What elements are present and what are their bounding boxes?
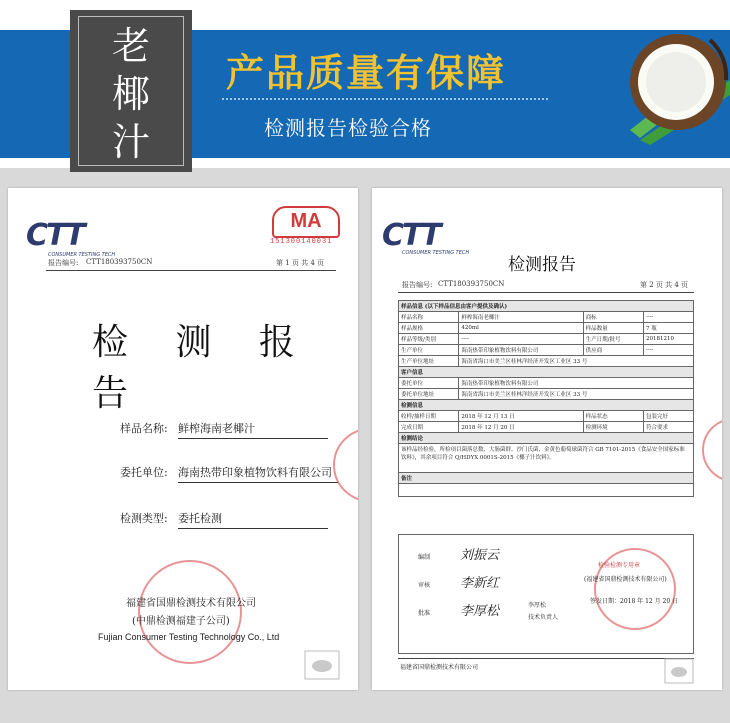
table-cell: 鲜榨海南老椰汁 bbox=[459, 312, 583, 323]
side-seal bbox=[333, 428, 358, 502]
remark-cell bbox=[399, 484, 694, 497]
table-cell: 供应商 bbox=[583, 345, 643, 356]
org-name-cn-sub: (中鼎检测福建子公司) bbox=[132, 616, 230, 627]
table-cell: 样品等级/类别 bbox=[399, 334, 459, 345]
table-row bbox=[399, 345, 694, 356]
report-no-label: 报告编号: bbox=[48, 259, 79, 267]
table-cell: 2018 年 12 月 13 日 bbox=[459, 411, 583, 422]
tag-char: 老 bbox=[111, 24, 150, 68]
table-cell: 420ml bbox=[459, 323, 583, 334]
table-row bbox=[399, 422, 694, 433]
table-row bbox=[399, 433, 694, 444]
signature-compiled: 刘振云 bbox=[460, 548, 500, 563]
table-cell: 7 瓶 bbox=[643, 323, 693, 334]
report-no: CTT180393750CN bbox=[438, 280, 505, 288]
client-label: 委托单位: bbox=[120, 466, 168, 479]
issue-date: 签发日期：2018 年 12 月 20 日 bbox=[590, 598, 679, 605]
section-header: 检测信息 bbox=[399, 400, 694, 411]
report-no-label: 报告编号: bbox=[402, 281, 433, 289]
table-row bbox=[399, 334, 694, 345]
conclusion-text: 该样品经检验，所检项目菌落总数、大肠菌群、沙门氏菌、金黄色葡萄球菌符合 GB 7101-2015《食品安全国家标准 饮料》，其余项目符合 Q/HDYX 0001S-2015《椰子汁饮料》。 bbox=[399, 444, 694, 473]
table-cell: 生产单位 bbox=[399, 345, 459, 356]
approver-name: 李厚松 bbox=[528, 602, 547, 609]
section-header: 检测结论 bbox=[399, 433, 694, 444]
table-row bbox=[399, 484, 694, 497]
sign-label-compiled: 编制 bbox=[418, 554, 431, 561]
sample-label: 样品名称: bbox=[120, 422, 168, 435]
cma-number: 151300140031 bbox=[270, 238, 333, 246]
tag-char: 椰 bbox=[111, 72, 150, 116]
table-cell: 完成日期 bbox=[399, 422, 459, 433]
table-row bbox=[399, 323, 694, 334]
header-rule bbox=[46, 270, 336, 271]
report-table bbox=[398, 300, 694, 497]
ctt-logo: CTT bbox=[382, 218, 440, 253]
tag-char: 汁 bbox=[111, 120, 150, 164]
table-cell: 收样/抽样日期 bbox=[399, 411, 459, 422]
table-row bbox=[399, 367, 694, 378]
report-cover-page bbox=[8, 188, 358, 690]
header-rule bbox=[398, 292, 694, 293]
page-number: 第 2 页 共 4 页 bbox=[640, 281, 689, 289]
bull-watermark-icon bbox=[304, 650, 340, 680]
table-cell: 样品名称 bbox=[399, 312, 459, 323]
table-cell: 样品数量 bbox=[583, 323, 643, 334]
table-row bbox=[399, 389, 694, 400]
table-cell: 符合要求 bbox=[643, 422, 693, 433]
coconut-image bbox=[600, 20, 730, 160]
dotted-divider bbox=[222, 98, 548, 100]
side-seal bbox=[702, 418, 722, 482]
ctt-logo-sub: CONSUMER TESTING TECH bbox=[48, 252, 116, 258]
table-cell: 包装完好 bbox=[643, 411, 693, 422]
table-cell: 委托单位 bbox=[399, 378, 459, 389]
tag-frame bbox=[78, 16, 184, 166]
org-name-cn: 福建省国鼎检测技术有限公司 bbox=[400, 664, 479, 671]
table-cell: 检测环境 bbox=[583, 422, 643, 433]
remark-header: 备注 bbox=[399, 473, 694, 484]
type-label: 检测类型: bbox=[120, 512, 168, 525]
table-row bbox=[399, 378, 694, 389]
bull-watermark-icon bbox=[664, 658, 694, 684]
table-cell: ---- bbox=[643, 345, 693, 356]
table-cell: 20181210 bbox=[643, 334, 693, 345]
section-header: 样品信息 (以下样品信息由客户提供及确认) bbox=[399, 301, 694, 312]
table-row bbox=[399, 312, 694, 323]
table-cell: 样品规格 bbox=[399, 323, 459, 334]
table-cell: 海南热带印象植物饮料有限公司 bbox=[459, 378, 694, 389]
table-cell: 生产单位地址 bbox=[399, 356, 459, 367]
section-header: 客户信息 bbox=[399, 367, 694, 378]
table-cell: 海南省海口市美兰区桂林洋经济开发区工业区 33 号 bbox=[459, 356, 694, 367]
type-value: 委托检测 bbox=[178, 510, 328, 529]
page-number: 第 1 页 共 4 页 bbox=[276, 259, 325, 267]
ctt-logo: CTT bbox=[26, 218, 84, 253]
seal-note: (福建省国鼎检测技术有限公司) bbox=[584, 576, 667, 583]
approver-title: 技术负责人 bbox=[528, 614, 559, 621]
signature-approved: 李厚松 bbox=[460, 604, 500, 619]
table-cell: ---- bbox=[643, 312, 693, 323]
sign-label-reviewed: 审核 bbox=[418, 582, 431, 589]
table-cell: 海南热带印象植物饮料有限公司 bbox=[459, 345, 583, 356]
table-cell: 商标 bbox=[583, 312, 643, 323]
seal-text: 检验检测专用章 bbox=[598, 562, 641, 569]
table-cell: 2018 年 12 月 20 日 bbox=[459, 422, 583, 433]
report-no: CTT180393750CN bbox=[86, 258, 153, 266]
table-row bbox=[399, 411, 694, 422]
table-cell: 样品状态 bbox=[583, 411, 643, 422]
table-row bbox=[399, 444, 694, 473]
table-row bbox=[399, 301, 694, 312]
sample-value: 鲜榨海南老椰汁 bbox=[178, 420, 328, 439]
table-cell: 生产日期/批号 bbox=[583, 334, 643, 345]
cma-mark: MA bbox=[272, 206, 340, 238]
banner-subtitle: 检测报告检验合格 bbox=[264, 116, 432, 140]
sign-label-approved: 批准 bbox=[418, 610, 431, 617]
table-cell: 海南省海口市美兰区桂林洋经济开发区工业区 33 号 bbox=[459, 389, 694, 400]
table-row bbox=[399, 473, 694, 484]
banner-title: 产品质量有保障 bbox=[226, 51, 507, 95]
ctt-logo-sub: CONSUMER TESTING TECH bbox=[402, 250, 470, 256]
org-name-en: Fujian Consumer Testing Technology Co., Ltd bbox=[98, 632, 280, 642]
table-row bbox=[399, 400, 694, 411]
report-title: 检测报告 bbox=[508, 255, 576, 275]
signature-reviewed: 李新红 bbox=[460, 576, 500, 591]
top-banner bbox=[0, 0, 730, 168]
client-value: 海南热带印象植物饮料有限公司 bbox=[178, 464, 338, 483]
report-title: 检 测 报 告 bbox=[92, 322, 313, 414]
org-name-cn: 福建省国鼎检测技术有限公司 bbox=[126, 598, 256, 609]
footer-rule bbox=[398, 658, 694, 659]
table-cell: ---- bbox=[459, 334, 583, 345]
table-row bbox=[399, 356, 694, 367]
report-detail-page bbox=[372, 188, 722, 690]
table-cell: 委托单位地址 bbox=[399, 389, 459, 400]
